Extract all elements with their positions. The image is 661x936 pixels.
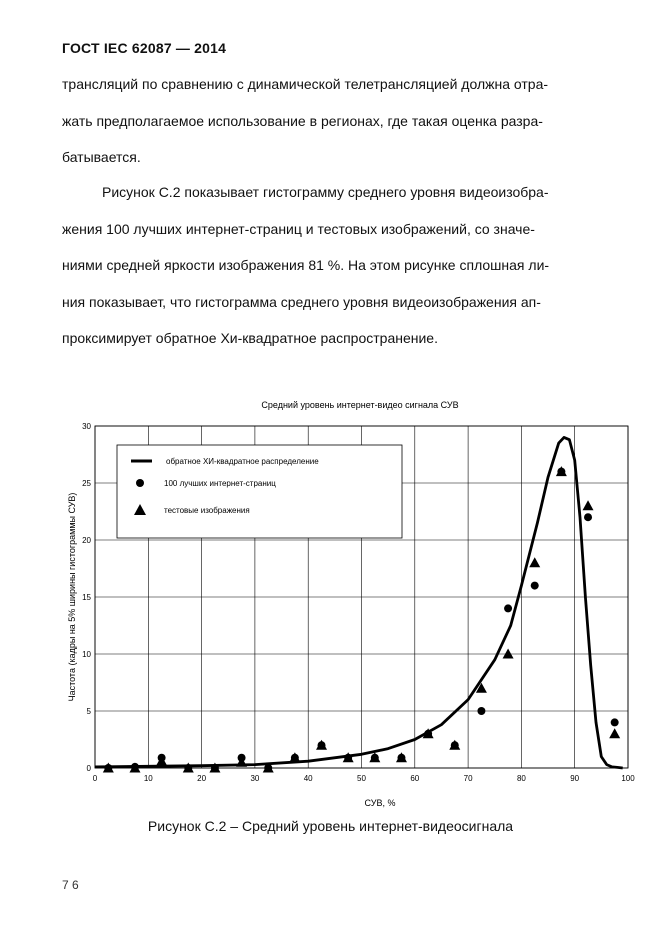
text-line: трансляций по сравнению с динамической телетрансляцией должна отра- <box>62 76 549 92</box>
x-tick-label: 90 <box>570 774 580 783</box>
legend-label: обратное ХИ-квадратное распределение <box>166 457 319 466</box>
y-tick-label: 25 <box>82 479 91 488</box>
y-tick-label: 0 <box>86 764 91 773</box>
y-tick-label: 30 <box>82 422 91 431</box>
y-axis-label: Частота (кадры на 5% ширины гистограммы СУВ) <box>67 492 77 702</box>
text-line: ния показывает, что гистограмма среднего уровня видеоизображения ап- <box>62 293 541 310</box>
point-top100-web <box>531 582 539 590</box>
text-line: батывается. <box>62 149 141 165</box>
x-tick-label: 40 <box>303 774 313 783</box>
x-tick-label: 70 <box>463 774 473 783</box>
chart-title: Средний уровень интернет-видео сигнала СУВ <box>261 400 459 410</box>
text-line: жения 100 лучших интернет-страниц и тестовых изображений, со значе- <box>62 220 535 237</box>
point-test-image <box>583 500 594 510</box>
y-tick-label: 15 <box>82 593 91 602</box>
point-top100-web <box>584 513 592 521</box>
document-header: ГОСТ IEC 62087 — 2014 <box>62 40 227 56</box>
point-test-image <box>609 728 620 738</box>
chart-legend <box>117 445 402 538</box>
x-tick-label: 0 <box>92 774 98 783</box>
x-tick-label: 10 <box>143 774 153 783</box>
page-number: 7 6 <box>62 878 79 892</box>
point-test-image <box>529 557 540 567</box>
text-line: проксимирует обратное Хи-квадратное распространение. <box>62 330 438 346</box>
y-tick-label: 10 <box>82 650 91 659</box>
paragraph-2 <box>62 174 602 357</box>
figure-caption: Рисунок С.2 – Средний уровень интернет-видеосигнала <box>147 818 514 834</box>
x-tick-label: 30 <box>250 774 260 783</box>
svu-histogram-chart <box>0 380 661 820</box>
legend-label: тестовые изображения <box>164 506 250 515</box>
point-top100-web <box>504 604 512 612</box>
legend-circle-symbol <box>136 479 144 487</box>
point-test-image <box>503 649 514 659</box>
y-tick-label: 5 <box>86 707 91 716</box>
text-line: Рисунок С.2 показывает гистограмму среднего уровня видеоизобра- <box>102 184 549 200</box>
x-tick-label: 100 <box>621 774 635 783</box>
y-tick-label: 20 <box>82 536 91 545</box>
paragraph-1 <box>62 66 602 176</box>
x-axis-label: СУВ, % <box>364 798 396 808</box>
x-tick-label: 80 <box>516 774 526 783</box>
legend-label: 100 лучших интернет-страниц <box>164 479 276 488</box>
point-top100-web <box>477 707 485 715</box>
text-line: жать предполагаемое использование в регионах, где такая оценка разра- <box>62 112 543 129</box>
point-top100-web <box>611 718 619 726</box>
text-line: ниями средней яркости изображения 81 %. На этом рисунке сплошная ли- <box>62 257 550 273</box>
x-tick-label: 50 <box>357 774 366 783</box>
x-tick-label: 60 <box>410 774 420 783</box>
x-tick-label: 20 <box>197 774 207 783</box>
